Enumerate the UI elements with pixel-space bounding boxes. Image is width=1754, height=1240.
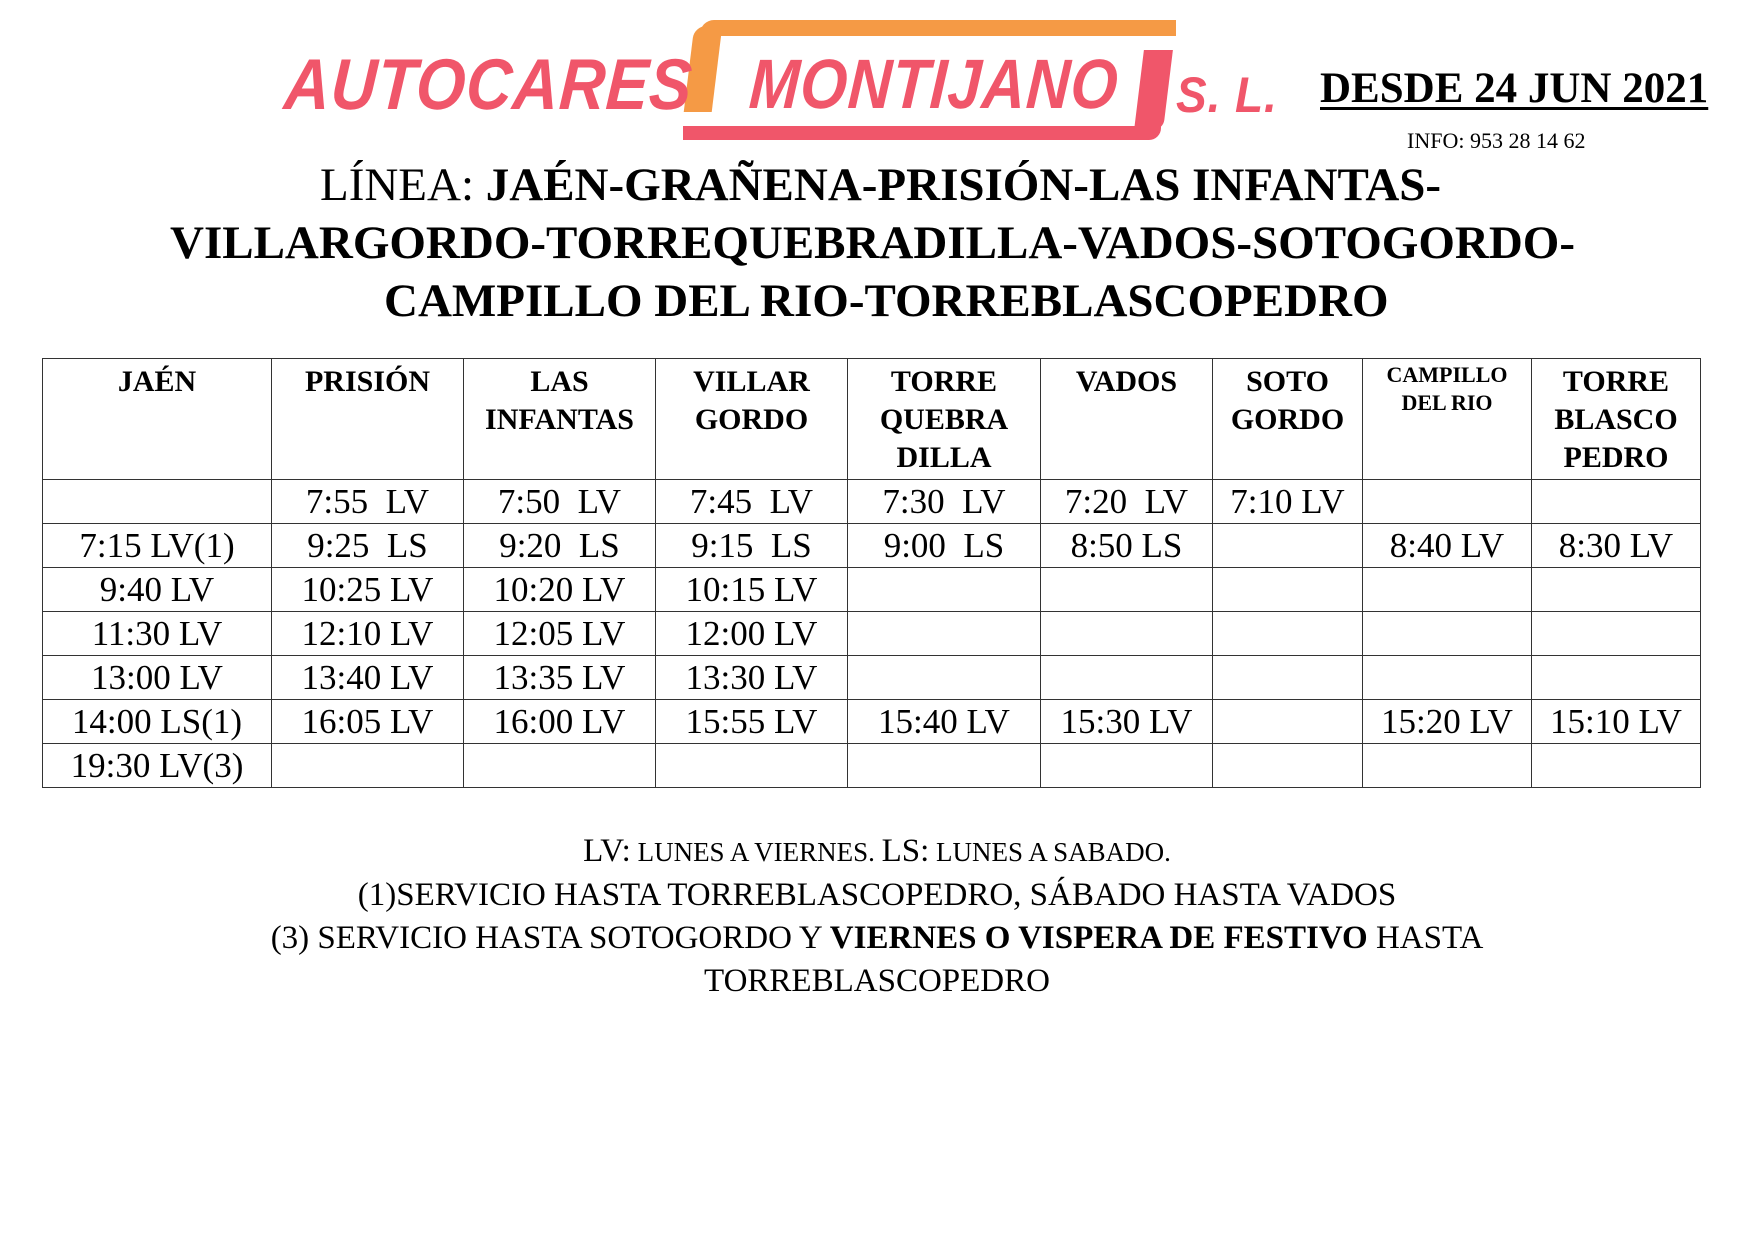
departure-time-cell [848,568,1041,612]
column-header [464,359,656,480]
departure-time-cell: 9:15 LS [656,524,848,568]
table-row [43,744,1701,788]
departure-time-cell: 13:30 LV [656,656,848,700]
departure-time-cell [1213,524,1363,568]
footnote-1: (1)SERVICIO HASTA TORREBLASCOPEDRO, SÁBADO HASTA VADOS [357,877,1397,913]
column-header [848,359,1041,480]
departure-time-cell: 10:20 LV [464,568,656,612]
table-row [43,700,1701,744]
logo-red-bracket [1134,50,1173,130]
column-header [1213,359,1363,480]
legend-line [0,830,1754,874]
departure-time-cell [1532,612,1701,656]
departure-time-cell: 8:40 LV [1363,524,1532,568]
route-title-line-2: VILLARGORDO-TORREQUEBRADILLA-VADOS-SOTOGORDO- [170,217,1575,269]
timetable [42,358,1701,788]
departure-time-cell [1532,568,1701,612]
departure-time-cell: 13:35 LV [464,656,656,700]
departure-time-cell [464,744,656,788]
departure-time-cell: 14:00 LS(1) [43,700,272,744]
column-header-line: QUEBRA [879,403,1009,436]
departure-time-cell: 12:10 LV [272,612,464,656]
column-header-line: GORDO [1230,403,1345,436]
departure-time-cell: 7:50 LV [464,480,656,524]
column-header [1363,359,1532,480]
column-header-line: PEDRO [1563,441,1669,474]
legend-lv-code: LV: [583,833,631,869]
column-header [43,359,272,480]
departure-time-cell [1041,744,1213,788]
departure-time-cell [1363,656,1532,700]
departure-time-cell: 8:50 LS [1041,524,1213,568]
footnotes [0,830,1754,1003]
column-header-line: GORDO [694,403,809,436]
departure-time-cell [1213,744,1363,788]
departure-time-cell [656,744,848,788]
departure-time-cell [848,744,1041,788]
column-header [656,359,848,480]
departure-time-cell [1213,568,1363,612]
departure-time-cell: 12:00 LV [656,612,848,656]
departure-time-cell: 10:25 LV [272,568,464,612]
effective-date: DESDE 24 JUN 2021 [1320,65,1709,112]
logo-orange-bar [700,20,1176,36]
column-header-line: BLASCO [1554,403,1678,436]
departure-time-cell [1363,568,1532,612]
departure-time-cell [1213,700,1363,744]
departure-time-cell: 13:00 LV [43,656,272,700]
timetable-header-row [43,359,1701,480]
column-header-line: VADOS [1075,365,1178,398]
column-header-line: INFANTAS [485,403,634,436]
legend-ls-text: LUNES A SABADO. [929,837,1171,867]
departure-time-cell [43,480,272,524]
departure-time-cell: 16:05 LV [272,700,464,744]
departure-time-cell: 7:15 LV(1) [43,524,272,568]
departure-time-cell [1532,656,1701,700]
departure-time-cell [848,656,1041,700]
column-header-line: TORRE [890,365,998,398]
departure-time-cell: 9:40 LV [43,568,272,612]
table-row [43,524,1701,568]
column-header-line: DEL RIO [1401,390,1493,415]
column-header-line: PRISIÓN [304,365,431,398]
departure-time-cell: 16:00 LV [464,700,656,744]
departure-time-cell: 9:25 LS [272,524,464,568]
column-header-line: VILLAR [693,365,810,398]
table-row [43,480,1701,524]
column-header-line: CAMPILLO [1386,362,1508,387]
route-title-line-1 [320,156,1441,214]
legend-lv-text: LUNES A VIERNES. [630,837,882,867]
timetable-body [43,480,1701,788]
departure-time-cell: 9:00 LS [848,524,1041,568]
departure-time-cell: 19:30 LV(3) [43,744,272,788]
departure-time-cell: 13:40 LV [272,656,464,700]
footnote-3-continuation: TORREBLASCOPEDRO [704,963,1050,999]
departure-time-cell [1041,568,1213,612]
table-row [43,568,1701,612]
departure-time-cell [848,612,1041,656]
column-header-line: TORRE [1562,365,1670,398]
departure-time-cell: 7:45 LV [656,480,848,524]
column-header-line: SOTO [1246,365,1329,398]
footnote-3-bold: VIERNES O VISPERA DE FESTIVO [829,920,1368,956]
departure-time-cell [1532,744,1701,788]
departure-time-cell: 15:55 LV [656,700,848,744]
column-header [1532,359,1701,480]
footnote-3-end: HASTA [1367,920,1484,956]
route-title-prefix: LÍNEA: [320,159,486,211]
logo-red-bar [683,126,1161,140]
column-header [1041,359,1213,480]
departure-time-cell: 7:55 LV [272,480,464,524]
column-header-line: LAS [530,365,589,398]
legend-ls-code: LS: [881,833,930,869]
departure-time-cell: 12:05 LV [464,612,656,656]
departure-time-cell: 11:30 LV [43,612,272,656]
route-title-stops-1: JAÉN-GRAÑENA-PRISIÓN-LAS INFANTAS- [485,159,1442,211]
table-row [43,656,1701,700]
table-row [43,612,1701,656]
departure-time-cell: 15:40 LV [848,700,1041,744]
departure-time-cell [1363,480,1532,524]
departure-time-cell: 7:30 LV [848,480,1041,524]
departure-time-cell [1532,480,1701,524]
departure-time-cell: 15:20 LV [1363,700,1532,744]
departure-time-cell: 10:15 LV [656,568,848,612]
departure-time-cell [1041,656,1213,700]
company-logo [0,0,1300,150]
departure-time-cell [1041,612,1213,656]
departure-time-cell [1213,612,1363,656]
departure-time-cell: 7:20 LV [1041,480,1213,524]
departure-time-cell: 9:20 LS [464,524,656,568]
column-header [272,359,464,480]
departure-time-cell: 15:10 LV [1532,700,1701,744]
departure-time-cell [1363,612,1532,656]
departure-time-cell [1363,744,1532,788]
departure-time-cell [1213,656,1363,700]
departure-time-cell: 8:30 LV [1532,524,1701,568]
info-phone: INFO: 953 28 14 62 [1407,128,1586,153]
column-header-line: JAÉN [117,365,197,398]
logo-word-autocares: AUTOCARES [282,45,696,125]
footnote-3-start: (3) SERVICIO HASTA SOTOGORDO Y [270,920,830,956]
departure-time-cell [272,744,464,788]
column-header-line: DILLA [896,441,992,474]
logo-suffix: S. L. [1176,67,1278,123]
departure-time-cell: 7:10 LV [1213,480,1363,524]
route-title-line-3: CAMPILLO DEL RIO-TORREBLASCOPEDRO [384,275,1389,327]
footnote-3 [0,917,1754,960]
logo-word-montijano: MONTIJANO [747,45,1121,123]
departure-time-cell: 15:30 LV [1041,700,1213,744]
